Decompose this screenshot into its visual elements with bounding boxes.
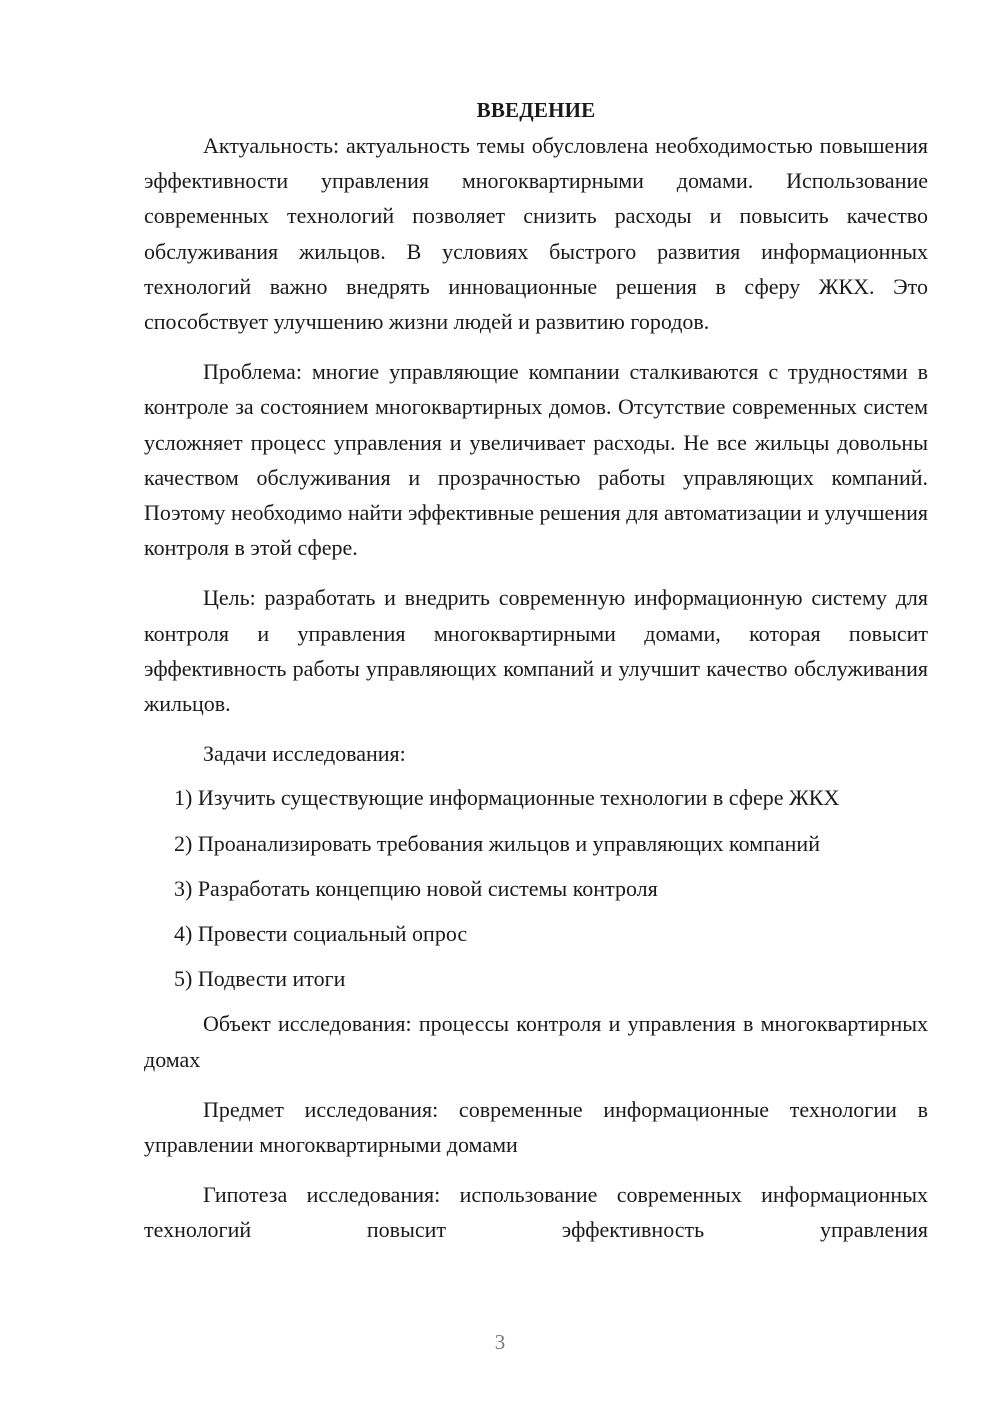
paragraph-hypothesis: Гипотеза исследования: использование современных информационных технологий повысит эффективность управления	[144, 1182, 928, 1243]
paragraph-relevance: Актуальность: актуальность темы обусловлена необходимостью повышения эффективности управления многоквартирными домами. Использование современных технологий позволяет снизить расходы и повысить качество обслуживания жильцов. В условиях быстрого развития информационных технологий важно внедрять инновационные решения в сферу ЖКХ. Это способствует улучшению жизни людей и развитию городов.	[144, 133, 928, 335]
task-item: 1) Изучить существующие информационные технологии в сфере ЖКХ	[174, 785, 840, 811]
paragraph-subject: Предмет исследования: современные информационные технологии в управлении многоквартирными домами	[144, 1096, 928, 1158]
task-item: 4) Провести социальный опрос	[174, 921, 468, 947]
paragraph-goal: Цель: разработать и внедрить современную информационную систему для контроля и управления многоквартирными домами, которая повысит эффективность работы управляющих компаний и улучшит качество обслуживания жильцов.	[144, 585, 928, 717]
tasks-heading: Задачи исследования:	[203, 741, 406, 767]
paragraph-problem: Проблема: многие управляющие компании сталкиваются с трудностями в контроле за состоянием многоквартирных домов. Отсутствие современных систем усложняет процесс управления и увеличивает расходы. Не все жильцы довольны качеством обслуживания и прозрачностью работы управляющих компаний. Поэтому необходимо найти эффективные решения для автоматизации и улучшения контроля в этой сфере.	[144, 359, 928, 561]
task-item: 3) Разработать концепцию новой системы контроля	[174, 875, 658, 901]
paragraph-object: Объект исследования: процессы контроля и управления в многоквартирных домах	[144, 1011, 928, 1072]
task-item: 2) Проанализировать требования жильцов и управляющих компаний	[174, 830, 820, 856]
document-page	[144, 92, 928, 1248]
section-title: ВВЕДЕНИЕ	[476, 98, 596, 122]
task-item: 5) Подвести итоги	[174, 966, 346, 992]
tasks-list	[144, 780, 928, 996]
page-number: 3	[494, 1330, 506, 1354]
